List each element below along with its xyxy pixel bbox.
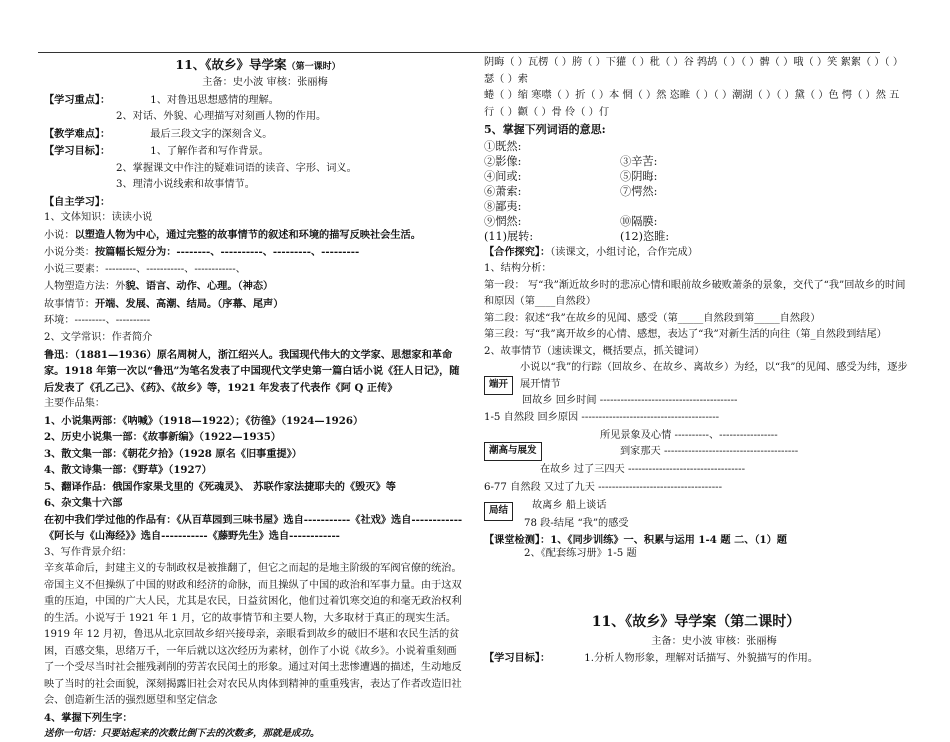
environment: 环境：---------、---------- [44,315,151,327]
plot-stages: 开端、发展、高潮、结局。（序幕、尾声） [94,297,284,310]
lit-knowledge-1: 1、文体知识：读读小说 [44,212,153,224]
focus-item-1: 1、对鲁迅思想感情的理解。 [150,94,279,106]
words-title: 5、掌握下列词语的意思: [484,123,606,137]
word-8: ⑧鄙夷: [484,199,522,213]
left-column [44,55,464,742]
structure-part-3: 第三段：写“我”离开故乡的心情、感想，表达了“我”对新生活的向往（第_自然段到结尾） [484,329,887,341]
word-4: ④间或: [484,169,522,183]
word-6: ⑥萧索: [484,184,522,198]
focus-label: 【学习重点】： [44,93,111,106]
coop-label: 【合作探究】： [484,245,551,258]
word-11: (11)展转: [484,229,534,243]
check-item-1: 1、《同步训练》一、积累与运用 1-4 题 二、（1）题 [550,534,787,547]
novel-definition: 以塑造人物为中心，通过完整的故事情节的叙述和环境的描写反映社会生活。 [74,228,421,241]
lesson-title: 11、《故乡》导学案（第一课时） [175,57,341,72]
word-2: ②影像: [484,154,522,168]
goal-item-3: 3、理清小说线索和故事情节。 [116,179,255,191]
goal-label: 【学习目标】： [44,145,111,158]
struct-line-6: 6-77 自然段 又过了九天 ------------------------------------ [484,482,723,494]
plot-description: 小说以“我”的行踪（回故乡、在故乡、离故乡）为经，以“我”的见闻、感受为纬，逐步展开情节 [520,362,908,390]
word-9: ⑨惘然: [484,214,522,228]
coop-note: （读课文，小组讨论，合作完成） [550,246,698,258]
word-7: ⑦愕然: [620,184,658,198]
goal-item-2: 2、掌握课文中作注的疑难词语的读音、字形、词义。 [116,162,357,174]
lesson-2-title: 11、《故乡》导学案（第二课时） [591,614,801,630]
struct-line-7: 故离乡 船上谈话 [532,500,607,512]
lesson-2-authors: 主备：史小波 审核：张丽梅 [651,635,777,647]
learned-works-2: 《阿长与《山海经》》选自-----------《藤野先生》选自------------ [44,530,340,543]
structure-label: 1、结构分析： [484,263,552,275]
struct-line-1: 回故乡 回乡时间 ---------------------------------------- [522,395,738,407]
people-methods: 貌、语言、动作、心理。（神态） [125,280,274,293]
works-item-5: 5、翻译作品：俄国作家果戈里的《死魂灵》、 苏联作家法捷耶夫的《毁灭》等 [44,480,396,493]
works-item-6: 6、杂文集十六部 [44,497,123,510]
word-1: ①既然: [484,139,522,153]
vocabulary-list [484,139,908,244]
box-development-climax: 潮高与展发 [484,442,542,460]
category-label: 小说分类： [44,247,95,259]
plot-analysis-label: 2、故事情节（速读课文，概括要点，抓关键词） [484,345,705,357]
authors: 主备：史小波 审核：张丽梅 [202,77,328,89]
struct-line-4: 到家那天 --------------------------------------- [620,446,799,458]
author-bio: 鲁迅：（1881—1936）原名周树人，浙江绍兴人。我国现代伟大的文学家、思想家和革命家。1918 年第一次以“鲁迅”为笔名发表了中国现代文学史第一篇白话小说《狂人日记》，随后发表了《孔乙己》、《药》、《故乡》等，1921 年发表了代表作《阿 Q 正传》 [44,348,460,394]
background-label: 3、写作背景介绍： [44,546,132,558]
self-study-label: 【自主学习】： [44,195,111,208]
plot-label: 故事情节： [44,298,95,310]
characters-line-1: 阴晦（ ）瓦楞（ ）胯（ ）下獾（ ）秕（ ）谷 鹁鸪（ ）（ ）髀（ ）哦（ ）笑 絮絮（ ）（ ）瑟（ ）索 [484,57,904,85]
class-check [484,532,787,550]
people-label: 人物塑造方法：外 [44,281,126,293]
novel-label: 小说： [44,229,75,241]
struct-line-3: 所见景象及心情 ----------、----------------- [600,430,778,442]
learned-works-1: 在初中我们学过他的作品有：《从百草园到三味书屋》选自-----------《社戏》选自------------ [44,513,463,526]
works-label: 主要作品集： [44,398,106,410]
box-opening: 端开 [484,376,513,394]
lit-knowledge-2: 2、文学常识：作者简介 [44,331,153,343]
word-3: ③辛苦: [620,154,658,168]
right-column [484,55,908,668]
struct-line-5: 在故乡 过了三四天 ---------------------------------- [540,464,746,476]
works-item-1: 1、小说集两部：《呐喊》（1918—1922）；《彷徨》（1924—1926） [44,414,364,427]
struct-line-2: 1-5 自然段 回乡原因 ---------------------------------------- [484,412,720,424]
difficulty-item: 最后三段文字的深刻含义。 [150,128,273,140]
background-text: 辛亥革命后，封建主义的专制政权是被推翻了，但它之而起的是地主阶级的军阀官僚的统治。帝国主义不但操纵了中国的财政和经济的命脉，而且操纵了中国的政治和军事力量。由于这双重的压迫，中国的广大人民，尤其是农民，日益贫困化，他们过着饥寒交迫的和毫无政治权利的生活。小说写于 1921 年 1 月，它的故事情节和主要人物，大多取材于真正的现实生活。1919 年 12 月初，鲁迅从北京回故乡绍兴接母亲，亲眼看到故乡的破旧不堪和农民生活的贫困，百感交集，思绪万千，一年后就以这次经历为素材，创作了小说《故乡》。小说着重刻画了一个受尽当时社会摧残剥削的劳苦农民闰土的形象。通过对闰土悲惨遭遇的描述，生动地反映了当时的社会面貌，深刻揭露旧社会对农民从肉体到精神的重重残害，表达了作者改造旧社会、创造新生活的强烈愿望和坚定信念 [44,563,462,707]
category-text: 按篇幅长短分为：--------、----------、---------、--------- [94,246,360,259]
works-item-4: 4、散文诗集一部：《野草》（1927） [44,464,212,477]
difficulty-label: 【教学难点】： [44,127,111,140]
characters-label: 4、掌握下列生字： [44,711,133,724]
works-item-2: 2、历史小说集一部：《故事新编》（1922—1935） [44,431,281,444]
lesson-2-goal-label: 【学习目标】： [484,652,551,665]
struct-line-8: 78 段-结尾 “我”的感受 [524,518,629,530]
word-10: ⑩隔膜: [620,214,658,228]
works-item-3: 3、散文集一部：《朝花夕拾》（1928 原名《旧事重提》） [44,447,302,460]
header-rule [38,52,880,53]
box-ending: 局结 [484,502,513,520]
lesson-2-goal-1: 1.分析人物形象，理解对话描写、外貌描写的作用。 [584,653,819,665]
check-item-2: 2、《配套练习册》1-5 题 [524,548,637,560]
novel-elements: 小说三要素：---------、-----------、------------、 [44,263,246,275]
word-12: (12)恣睢: [620,229,670,243]
goal-item-1: 1、了解作者和写作背景。 [150,146,269,158]
structure-part-2: 第二段：叙述“我”在故乡的见闻、感受（第_____自然段到第_____自然段） [484,312,821,324]
check-label: 【课堂检测】： [484,534,551,547]
focus-item-2: 2、对话、外貌、心理描写对刻画人物的作用。 [116,111,327,123]
motto: 送你一句话：只要站起来的次数比倒下去的次数多，那就是成功。 [44,728,320,740]
structure-part-1: 第一段： 写“我”渐近故乡时的悲凉心情和眼前故乡破败萧条的景象，交代了“我”回故乡的时间和原因（第____自然段） [484,279,906,308]
characters-line-2: 蜷（ ）缩 寒噤（ ）折（ ）本 惘（ ）然 恣睢（ ）（ ）潮湖（ ）（ ）黛（ ）色 愕（ ）然 五行（ ）颧（ ）骨 伶（ ）仃 [484,90,900,118]
plot-structure-diagram [484,360,908,550]
word-5: ⑤阴晦: [620,169,658,183]
